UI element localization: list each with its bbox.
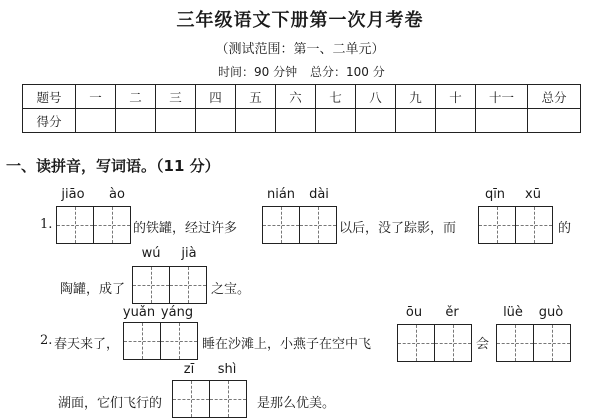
score-header-cell: 九 bbox=[396, 85, 436, 109]
question-text: 是那么优美。 bbox=[257, 396, 336, 411]
score-header-cell: 三 bbox=[156, 85, 196, 109]
pinyin-label: lüè bbox=[503, 305, 523, 320]
score-entry-cell[interactable] bbox=[196, 109, 236, 133]
question-text: 的 bbox=[558, 221, 572, 236]
score-entry-cell[interactable] bbox=[528, 109, 581, 133]
writing-grid[interactable] bbox=[478, 206, 553, 244]
score-header-cell: 总分 bbox=[528, 85, 581, 109]
question-text: 湖面，它们飞行的 bbox=[58, 396, 163, 411]
exam-title: 三年级语文下册第一次月考卷 bbox=[176, 10, 424, 31]
writing-cell[interactable] bbox=[397, 324, 435, 362]
score-entry-cell[interactable] bbox=[356, 109, 396, 133]
score-header-cell: 七 bbox=[316, 85, 356, 109]
score-entry-cell[interactable] bbox=[316, 109, 356, 133]
score-entry-cell[interactable] bbox=[476, 109, 528, 133]
writing-cell[interactable] bbox=[123, 322, 161, 360]
score-entry-cell[interactable] bbox=[76, 109, 116, 133]
score-header-cell: 八 bbox=[356, 85, 396, 109]
score-header-cell: 四 bbox=[196, 85, 236, 109]
writing-grid[interactable] bbox=[132, 266, 207, 304]
score-header-cell: 十 bbox=[436, 85, 476, 109]
writing-cell[interactable] bbox=[56, 206, 94, 244]
writing-cell[interactable] bbox=[160, 322, 198, 360]
score-entry-cell[interactable] bbox=[236, 109, 276, 133]
writing-cell[interactable] bbox=[262, 206, 300, 244]
exam-subtitle: （测试范围：第一、二单元） bbox=[215, 42, 385, 57]
score-entry-cell[interactable] bbox=[156, 109, 196, 133]
score-table bbox=[22, 84, 581, 133]
writing-grid[interactable] bbox=[56, 206, 131, 244]
question-text: 之宝。 bbox=[211, 282, 251, 297]
pinyin-label: yuǎn bbox=[122, 305, 156, 320]
question-text: 的铁罐，经过许多 bbox=[133, 221, 238, 236]
writing-cell[interactable] bbox=[209, 380, 247, 418]
writing-grid[interactable] bbox=[397, 324, 472, 362]
score-header-cell: 六 bbox=[276, 85, 316, 109]
score-header-cell: 五 bbox=[236, 85, 276, 109]
score-label-cell: 得分 bbox=[23, 109, 76, 133]
question-text: 以后，没了踪影，而 bbox=[339, 221, 457, 236]
writing-cell[interactable] bbox=[478, 206, 516, 244]
pinyin-label: qīn bbox=[484, 187, 506, 202]
writing-cell[interactable] bbox=[93, 206, 131, 244]
question-text: 陶罐，成了 bbox=[60, 282, 126, 297]
score-entry-cell[interactable] bbox=[436, 109, 476, 133]
pinyin-label: ěr bbox=[445, 305, 459, 320]
writing-grid[interactable] bbox=[172, 380, 247, 418]
exam-time: 时间：90 分钟 bbox=[218, 65, 298, 79]
pinyin-label: yáng bbox=[160, 305, 194, 320]
score-entry-cell[interactable] bbox=[276, 109, 316, 133]
pinyin-label: dài bbox=[309, 187, 329, 202]
writing-grid[interactable] bbox=[123, 322, 198, 360]
score-header-cell: 题号 bbox=[23, 85, 76, 109]
question-text: 会 bbox=[476, 337, 490, 352]
section-heading: 一、读拼音，写词语。（11 分） bbox=[6, 157, 220, 175]
writing-cell[interactable] bbox=[299, 206, 337, 244]
score-table-score-row bbox=[23, 109, 581, 133]
score-header-cell: 二 bbox=[116, 85, 156, 109]
writing-cell[interactable] bbox=[515, 206, 553, 244]
score-header-cell: 一 bbox=[76, 85, 116, 109]
score-entry-cell[interactable] bbox=[116, 109, 156, 133]
writing-grid[interactable] bbox=[262, 206, 337, 244]
score-entry-cell[interactable] bbox=[396, 109, 436, 133]
question-number: 2. bbox=[40, 333, 53, 348]
pinyin-label: jià bbox=[181, 246, 197, 261]
score-header-cell: 十一 bbox=[476, 85, 528, 109]
writing-cell[interactable] bbox=[496, 324, 534, 362]
pinyin-label: zī bbox=[183, 362, 195, 377]
question-text: 春天来了， bbox=[54, 337, 120, 352]
pinyin-label: xū bbox=[525, 187, 541, 202]
question-number: 1. bbox=[40, 217, 53, 232]
pinyin-label: ào bbox=[109, 187, 125, 202]
pinyin-label: shì bbox=[217, 362, 237, 377]
writing-cell[interactable] bbox=[533, 324, 571, 362]
pinyin-label: ōu bbox=[405, 305, 423, 320]
exam-total: 总分：100 分 bbox=[310, 65, 385, 79]
pinyin-label: wú bbox=[141, 246, 161, 261]
pinyin-label: jiāo bbox=[61, 187, 85, 202]
pinyin-label: nián bbox=[266, 187, 296, 202]
score-table-header-row bbox=[23, 85, 581, 109]
pinyin-label: guò bbox=[538, 305, 564, 320]
writing-cell[interactable] bbox=[132, 266, 170, 304]
writing-cell[interactable] bbox=[172, 380, 210, 418]
writing-grid[interactable] bbox=[496, 324, 571, 362]
writing-cell[interactable] bbox=[169, 266, 207, 304]
writing-cell[interactable] bbox=[434, 324, 472, 362]
question-text: 睡在沙滩上，小燕子在空中飞 bbox=[202, 337, 372, 352]
